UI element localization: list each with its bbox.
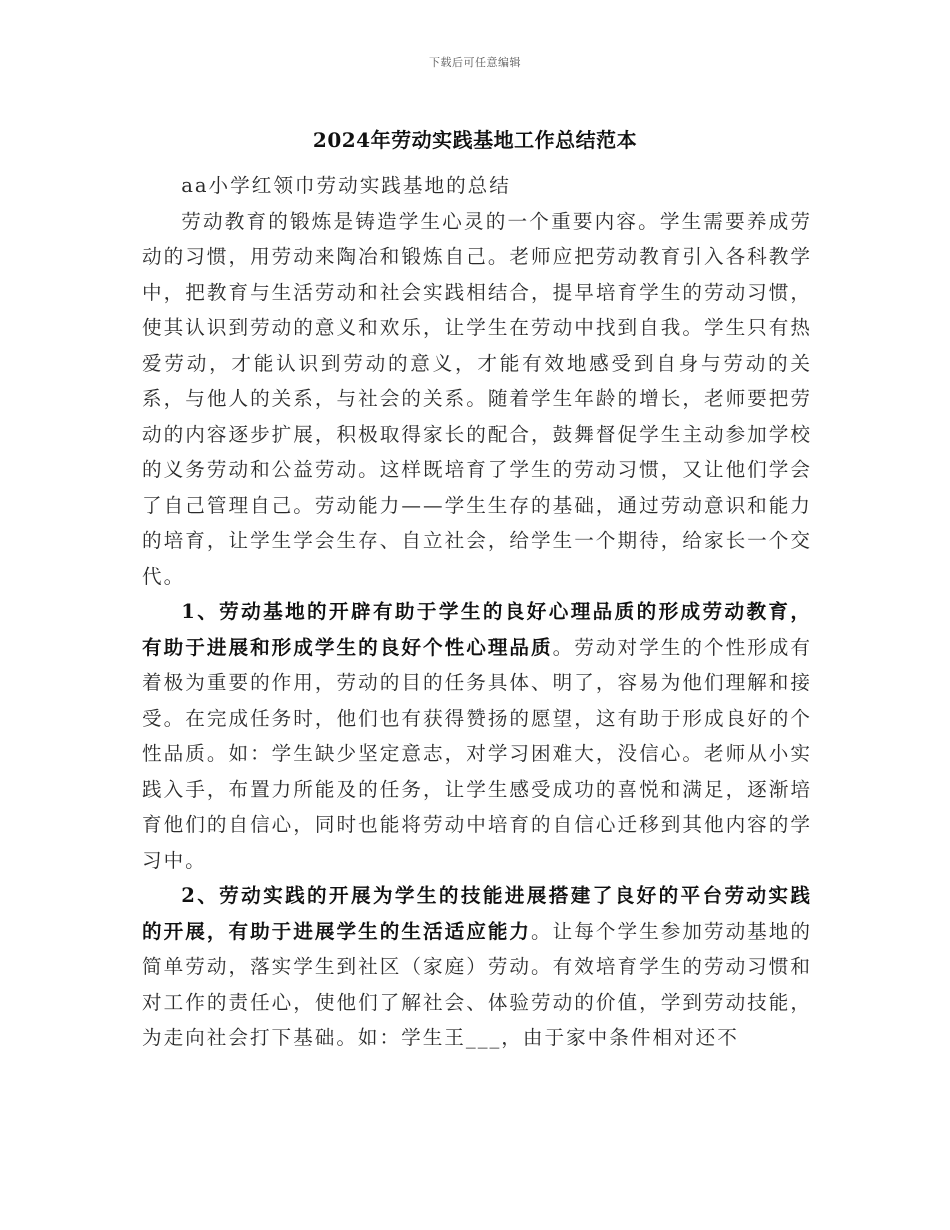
section-heading: 2、劳动实践的开展为学生的技能进展搭建了良好的平台劳动实践的开展，有助于进展学生的生活适应能力 bbox=[142, 884, 812, 943]
section-heading: 1、劳动基地的开辟有助于学生的良好心理品质的形成劳动教育，有助于进展和形成学生的良好个性心理品质 bbox=[142, 600, 812, 659]
paragraph-section-2 bbox=[142, 878, 812, 1056]
document-title: 2024年劳动实践基地工作总结范本 bbox=[312, 128, 638, 152]
document-body bbox=[142, 168, 812, 1056]
header-note: 下载后可任意编辑 bbox=[429, 56, 521, 69]
paragraph-text: 。劳动对学生的个性形成有着极为重要的作用，劳动的目的任务具体、明了，容易为他们理解和接受。在完成任务时，他们也有获得赞扬的愿望，这有助于形成良好的个性品质。如：学生缺少坚定意志，对学习困难大，没信心。老师从小实践入手，布置力所能及的任务，让学生感受成功的喜悦和满足，逐渐培育他们的自信心，同时也能将劳动中培育的自信心迁移到其他内容的学习中。 bbox=[142, 635, 813, 872]
paragraph-text: 劳动教育的锻炼是铸造学生心灵的一个重要内容。学生需要养成劳动的习惯，用劳动来陶冶和锻炼自己。老师应把劳动教育引入各科教学中，把教育与生活劳动和社会实践相结合，提早培育学生的劳动习惯，使其认识到劳动的意义和欢乐，让学生在劳动中找到自我。学生只有热爱劳动，才能认识到劳动的意义，才能有效地感受到自身与劳动的关系，与他人的关系，与社会的关系。随着学生年龄的增长，老师要把劳动的内容逐步扩展，积极取得家长的配合，鼓舞督促学生主动参加学校的义务劳动和公益劳动。这样既培育了学生的劳动习惯，又让他们学会了自己管理自己。劳动能力——学生生存的基础，通过劳动意识和能力的培育，让学生学会生存、自立社会，给学生一个期待，给家长一个交代。 bbox=[142, 209, 812, 588]
paragraph-section-1 bbox=[142, 594, 812, 878]
document-subtitle: aa小学红领巾劳动实践基地的总结 bbox=[181, 174, 511, 197]
paragraph-text: 。让每个学生参加劳动基地的简单劳动，落实学生到社区（家庭）劳动。有效培育学生的劳动习惯和对工作的责任心，使他们了解社会、体验劳动的价值，学到劳动技能，为走向社会打下基础。如：学生王___，由于家中条件相对还不 bbox=[142, 919, 813, 1049]
paragraph-intro bbox=[142, 204, 812, 595]
